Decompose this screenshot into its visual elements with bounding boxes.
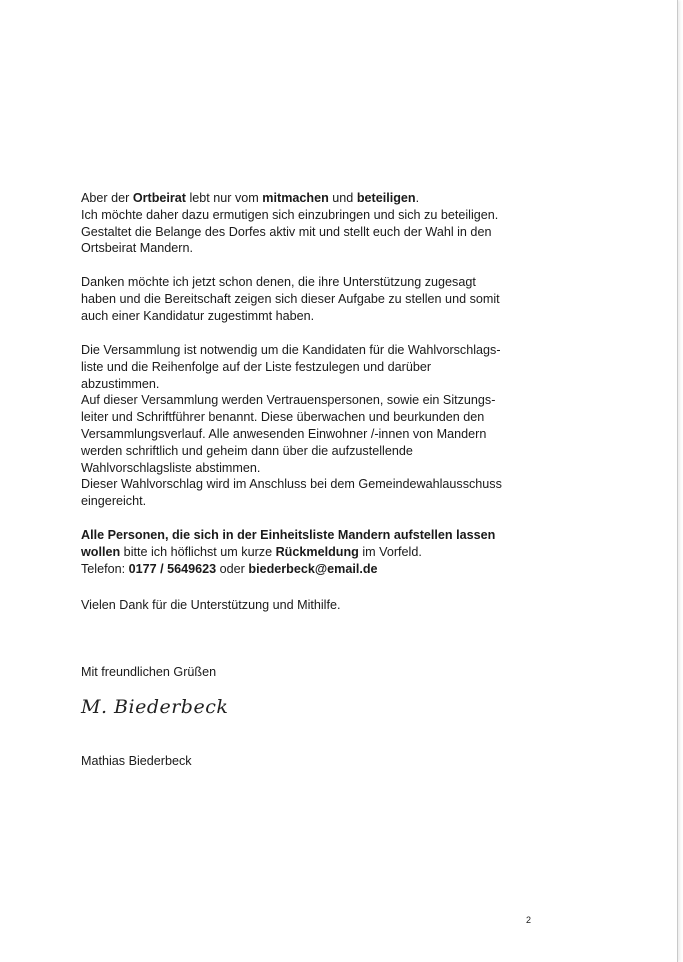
text-line: Mathias Biederbeck: [81, 754, 192, 768]
text-line: abzustimmen.: [81, 376, 160, 391]
text-line: Ich möchte daher dazu ermutigen sich einzubringen und sich zu beteiligen.: [81, 207, 499, 222]
paragraph-ortsbeirat: [81, 190, 521, 257]
signature: M. Biederbeck: [81, 696, 229, 718]
text-line: haben und die Bereitschaft zeigen sich dieser Aufgabe zu stellen und somit: [81, 291, 500, 306]
text-line: Die Versammlung ist notwendig um die Kandidaten für die Wahlvorschlags-: [81, 343, 501, 357]
bold-beteiligen: beteiligen: [356, 191, 416, 205]
text-line: werden schriftlich und geheim dann über die aufzustellende: [81, 443, 413, 458]
text-line: Danken möchte ich jetzt schon denen, die ihre Unterstützung zugesagt: [81, 275, 476, 289]
text-line: Gestaltet die Belange des Dorfes aktiv mit und stellt euch der Wahl in den: [81, 224, 492, 239]
text-line: Auf dieser Versammlung werden Vertrauenspersonen, sowie ein Sitzungs-: [81, 393, 496, 408]
contact-line: Telefon: 0177 / 5649623 oder biederbeck@email.de: [81, 561, 378, 576]
sender-name: [81, 753, 521, 770]
bold-ortbeirat: Ortbeirat: [132, 191, 186, 205]
text-line: eingereicht.: [81, 494, 147, 509]
email-address: biederbeck@email.de: [248, 561, 378, 576]
text-line: Wahlvorschlagsliste abstimmen.: [81, 460, 261, 475]
text-line: Ortsbeirat Mandern.: [81, 241, 193, 256]
text-line: wollen bitte ich höflichst um kurze Rückmeldung im Vorfeld.: [81, 544, 422, 559]
text-line: Mit freundlichen Grüßen: [81, 665, 217, 679]
text-line: Aber der Ortbeirat lebt nur vom mitmachen und beteiligen.: [81, 191, 420, 205]
paragraph-kontakt: [81, 527, 521, 577]
paragraph-danken: [81, 274, 521, 324]
page-number: 2: [526, 915, 532, 925]
text-line: leiter und Schriftführer benannt. Diese überwachen und beurkunden den: [81, 410, 485, 425]
paragraph-thanks: [81, 597, 521, 614]
bold-mitmachen: mitmachen: [262, 191, 329, 205]
text-line: auch einer Kandidatur zugestimmt haben.: [81, 308, 315, 323]
greeting: [81, 664, 521, 681]
text-line: Versammlungsverlauf. Alle anwesenden Einwohner /-innen von Mandern: [81, 426, 487, 441]
phone-number: 0177 / 5649623: [128, 561, 217, 576]
text-line: liste und die Reihenfolge auf der Liste festzulegen und darüber: [81, 359, 432, 374]
paragraph-versammlung: [81, 342, 521, 510]
text-line: Alle Personen, die sich in der Einheitsliste Mandern aufstellen lassen: [81, 528, 496, 542]
text-line: Vielen Dank für die Unterstützung und Mithilfe.: [81, 598, 341, 612]
text-line: Dieser Wahlvorschlag wird im Anschluss bei dem Gemeindewahlausschuss: [81, 477, 502, 492]
phone-label: Telefon:: [81, 561, 129, 576]
